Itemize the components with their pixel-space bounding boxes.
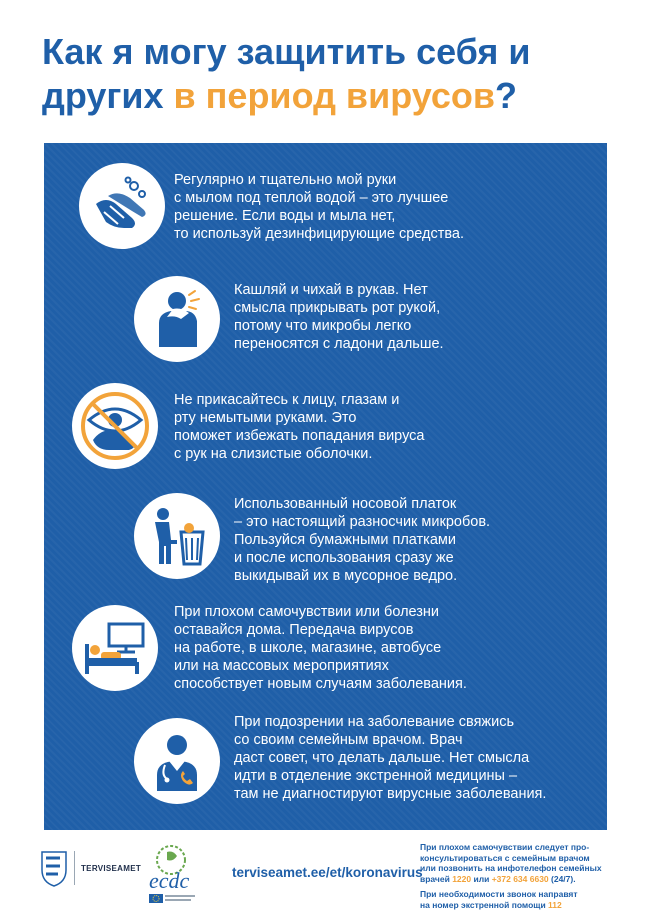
doctor-phone-icon [134,718,220,804]
title-question-mark: ? [494,75,517,116]
logo-divider [74,851,75,885]
contact-line: (24/7). [548,873,576,884]
ecdc-wordmark: ecdc [149,868,190,893]
tip-text [234,495,490,585]
cough-into-sleeve-icon [134,276,220,362]
title-accent: в период вирусов [173,75,495,116]
tip-line: При плохом самочувствии или болезни [174,604,440,620]
contact-line: или позвонить на инфотелефон семейных [420,863,602,873]
contact-info [420,842,610,915]
tip-line: Пользуйся бумажными платками [234,532,456,548]
tip-text [234,713,546,803]
tip-text [174,603,467,693]
title-part: других [42,75,174,116]
poster-title [42,30,622,118]
tip-line: Кашляй и чихай в рукав. Нет [234,282,428,298]
tip-line: рту немытыми руками. Это [174,410,357,426]
tip-line: смысла прикрывать рот рукой, [234,300,441,316]
tip-line: оставайся дома. Передача вирусов [174,622,414,638]
tip-line: Регулярно и тщательно мой руки [174,172,397,188]
tip-line: Использованный носовой платок [234,496,457,512]
contact-line: При необходимости звонок направят [420,889,578,899]
contact-line: на номер экстренной помощи [420,899,549,910]
tip-line: потому что микробы легко [234,318,412,334]
footer [0,830,650,919]
tip-line: с рук на слизистые оболочки. [174,446,373,462]
estonian-crest-icon [40,848,68,888]
tip-line: выкидывай их в мусорное ведро. [234,568,458,584]
no-face-touch-icon [72,383,158,469]
tip-line: или на массовых мероприятиях [174,658,389,674]
tip-line: и после использования сразу же [234,550,454,566]
hand-washing-icon [79,163,165,249]
tip-line: там не диагностируют вирусные заболевания. [234,786,547,802]
terviseamet-logo [40,848,141,888]
tip-line: идти в отделение экстренной медицины – [234,768,518,784]
phone-number-infoline[interactable]: +372 634 6630 [491,873,549,884]
tip-text [174,391,425,463]
tip-line: Не прикасайтесь к лицу, глазам и [174,392,400,408]
contact-paragraph-1 [420,842,610,884]
contact-line: При плохом самочувствии следует про- [420,842,590,852]
contact-line: консультироваться с семейным врачом [420,852,590,863]
website-link[interactable]: terviseamet.ee/et/koronavirus [232,865,423,880]
stay-home-icon [72,605,158,691]
tip-line: При подозрении на заболевание свяжись [234,714,515,730]
tip-line: то используй дезинфицирующие средства. [174,226,464,242]
phone-number-1220[interactable]: 1220 [452,873,472,884]
ecdc-logo [145,842,217,906]
tip-line: на работе, в школе, магазине, автобусе [174,640,442,656]
tips-panel [44,143,607,830]
emergency-number[interactable]: 112 [548,899,562,910]
contact-line: врачей [420,873,453,884]
trash-bin-icon [134,493,220,579]
tip-line: способствует новым случаям заболевания. [174,676,467,692]
tip-text [234,281,444,353]
terviseamet-name: TERVISEAMET [81,863,142,873]
title-line-2 [42,74,622,118]
title-line-1: Как я могу защитить себя и [42,31,531,72]
tip-line: переносятся с ладони дальше. [234,336,444,352]
tip-line: поможет избежать попадания вируса [174,428,425,444]
tip-line: даст совет, что делать дальше. Нет смысла [234,750,530,766]
tip-line: – это настоящий разносчик микробов. [234,514,491,530]
tip-text [174,171,464,243]
tip-line: со своим семейным врачом. Врач [234,732,463,748]
tip-line: с мылом под теплой водой – это лучшее [174,190,449,206]
contact-paragraph-2 [420,889,610,910]
contact-line: или [471,873,492,884]
tip-line: решение. Если воды и мыла нет, [174,208,396,224]
